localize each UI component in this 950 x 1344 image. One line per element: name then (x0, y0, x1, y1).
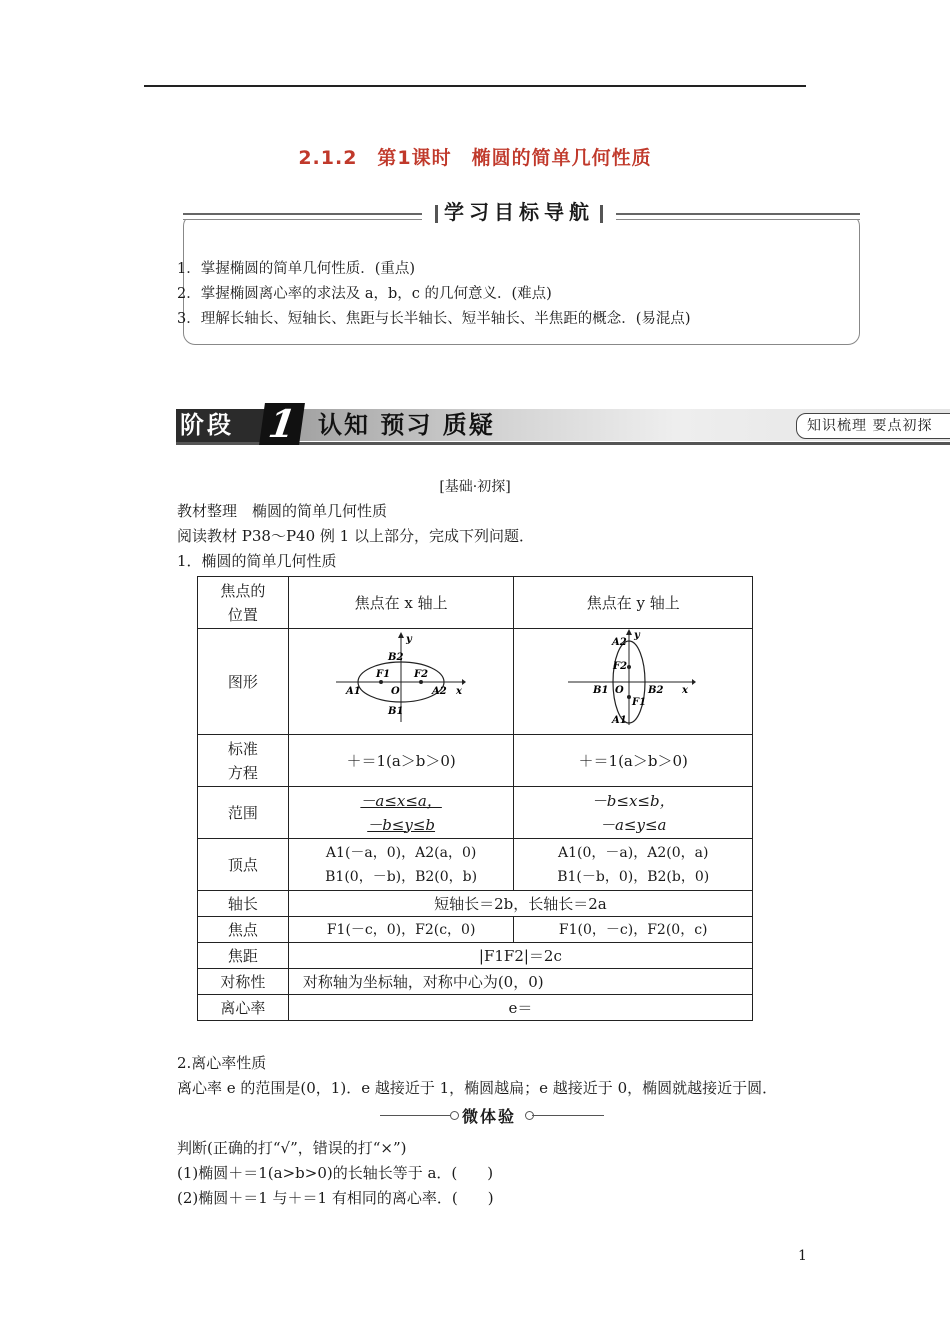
fig-label: B1 (593, 685, 609, 696)
figure-y-cell (514, 629, 753, 735)
reading-instruction: 阅读教材 P38～P40 例 1 以上部分，完成下列问题． (177, 527, 534, 545)
vertex-y-cell (514, 839, 753, 891)
figure-x-cell (288, 629, 514, 735)
practice-heading-text: 微体验 (462, 1107, 517, 1126)
equation-x: ＋＝1(a＞b＞0) (288, 735, 514, 787)
fig-label: A1 (346, 686, 361, 697)
fig-label: F2 (613, 661, 628, 672)
fig-label: A2 (432, 686, 447, 697)
ellipse-y-figure (568, 629, 698, 727)
properties-table (197, 576, 753, 1021)
focal-value: |F1F2|＝2c (288, 943, 752, 969)
row-symmetry-label: 对称性 (198, 969, 289, 995)
range-x-line1: －a≤x≤a， (360, 791, 442, 810)
fig-label: F2 (414, 669, 429, 680)
row-foci-label: 焦点 (198, 917, 289, 943)
goals-heading (422, 197, 616, 227)
goal-item: 1．掌握椭圆的简单几何性质．(重点) (177, 261, 416, 277)
header-position-text: 焦点的位置 (220, 581, 266, 624)
header-position (198, 577, 289, 629)
vertex-y-line2: B1(－b，0)，B2(b，0) (557, 868, 710, 885)
fig-label: A1 (612, 715, 627, 726)
row-focal-label: 焦距 (198, 943, 289, 969)
range-y-line2: －a≤y≤a (599, 815, 667, 834)
section-bracket: [基础·初探] (439, 479, 511, 495)
goals-heading-text: 学习目标导航 (444, 200, 594, 224)
row-ecc-label: 离心率 (198, 995, 289, 1021)
fig-label: y (406, 634, 412, 645)
fig-label: x (456, 686, 463, 697)
fig-label: F1 (376, 669, 391, 680)
fig-label: y (634, 630, 641, 641)
ecc-props-heading: 2.离心率性质 (177, 1054, 267, 1072)
ellipse-x-figure (336, 632, 466, 724)
section-heading: 1．椭圆的简单几何性质 (177, 552, 337, 570)
goal-item: 2．掌握椭圆离心率的求法及 a，b，c 的几何意义．(难点) (177, 286, 552, 302)
symmetry-value: 对称轴为坐标轴，对称中心为(0，0) (288, 969, 752, 995)
stage-name: 认知 预习 质疑 (318, 411, 495, 439)
fig-label: B2 (388, 652, 404, 663)
row-figure-label: 图形 (198, 629, 289, 735)
stage-number: 1 (259, 403, 305, 445)
header-y: 焦点在 y 轴上 (514, 577, 753, 629)
top-rule (144, 85, 806, 87)
vertex-x-cell (288, 839, 514, 891)
range-x-cell (288, 787, 514, 839)
fig-label: A2 (612, 637, 627, 648)
equation-y: ＋＝1(a＞b＞0) (514, 735, 753, 787)
range-y-line1: －b≤x≤b， (591, 791, 675, 810)
practice-heading (380, 1104, 602, 1128)
range-y-cell (514, 787, 753, 839)
fig-label: B2 (648, 685, 664, 696)
vertex-y-line1: A1(0，－a)，A2(0，a) (558, 844, 709, 861)
foci-x: F1(－c，0)，F2(c，0) (288, 917, 514, 943)
foci-y: F1(0，－c)，F2(0，c) (514, 917, 753, 943)
fig-label: B1 (388, 706, 404, 717)
practice-question: (1)椭圆＋＝1(a>b>0)的长轴长等于 a．( ) (177, 1164, 494, 1182)
row-vertex-label: 顶点 (198, 839, 289, 891)
header-x: 焦点在 x 轴上 (288, 577, 514, 629)
row-range-label: 范围 (198, 787, 289, 839)
row-axis-label: 轴长 (198, 891, 289, 917)
fig-label: O (391, 686, 400, 697)
page-title: 2.1.2 第1课时 椭圆的简单几何性质 (298, 147, 652, 169)
axis-value: 短轴长＝2b，长轴长＝2a (288, 891, 752, 917)
fig-label: O (615, 685, 624, 696)
page-number: 1 (798, 1248, 807, 1264)
material-title: 教材整理 椭圆的简单几何性质 (177, 502, 388, 520)
vertex-x-line1: A1(－a，0)，A2(a，0) (325, 844, 477, 861)
practice-question: (2)椭圆＋＝1 与＋＝1 有相同的离心率．( ) (177, 1189, 494, 1207)
ecc-props-text: 离心率 e 的范围是(0，1)．e 越接近于 1，椭圆越扁；e 越接近于 0，椭圆就越接近于圆． (177, 1079, 778, 1097)
stage-banner (176, 401, 950, 446)
ecc-value: e＝ (288, 995, 752, 1021)
stage-tag: 知识梳理 要点初探 (796, 413, 950, 439)
fig-label: F1 (632, 697, 647, 708)
vertex-x-line2: B1(0，－b)，B2(0，b) (325, 868, 478, 885)
row-equation-label (198, 735, 289, 787)
goal-item: 3．理解长轴长、短轴长、焦距与长半轴长、短半轴长、半焦距的概念．(易混点) (177, 311, 691, 327)
row-equation-label-text: 标准方程 (227, 739, 258, 782)
fig-label: x (682, 685, 689, 696)
practice-instruction: 判断(正确的打“√”，错误的打“×”) (177, 1139, 407, 1157)
range-x-line2: －b≤y≤b (367, 815, 436, 834)
stage-label: 阶段 (176, 409, 270, 442)
